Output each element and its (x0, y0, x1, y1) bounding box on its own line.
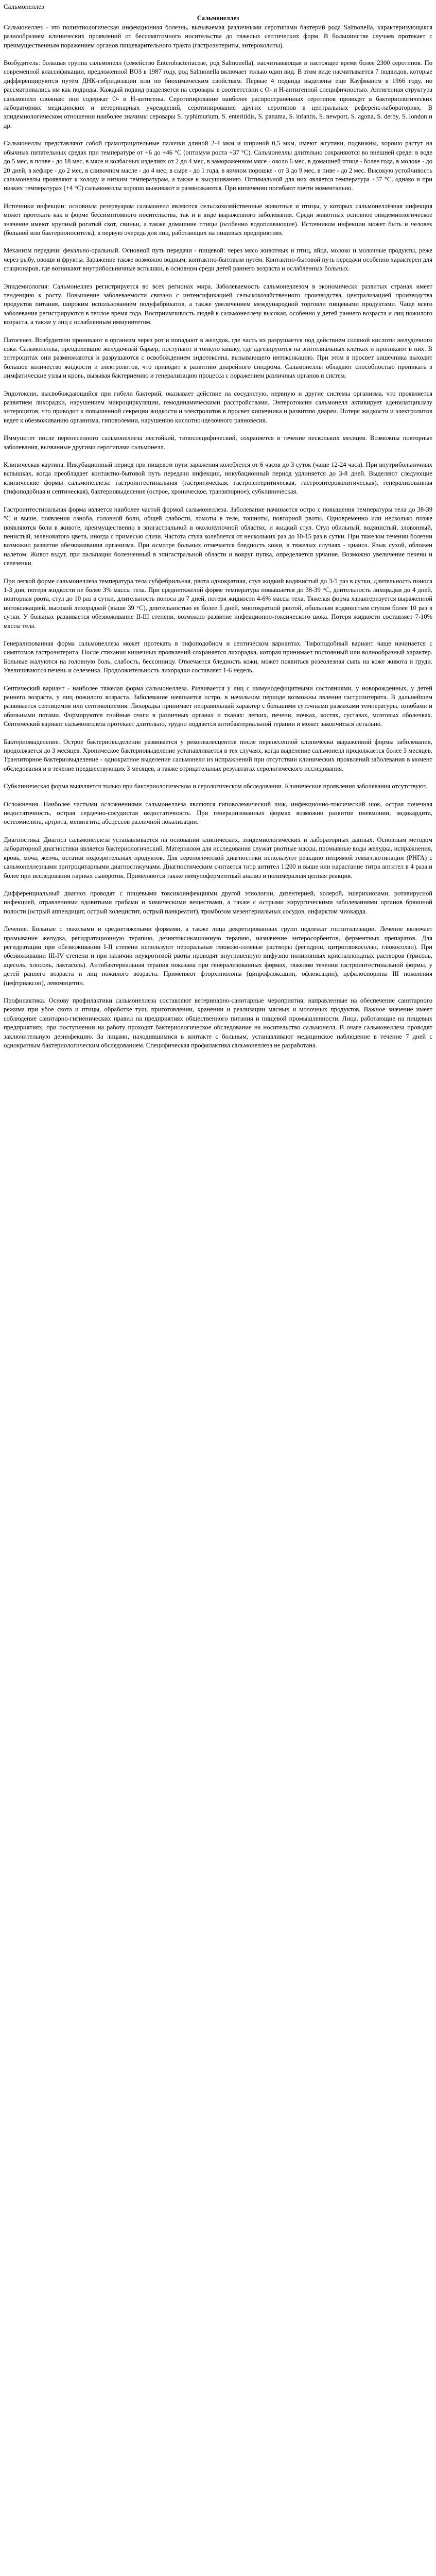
paragraph: Диагностика. Диагноз сальмонеллеза устанавливается на основании клинических, эпидемиологических и лабораторных данных. Основным методом лабораторной диагностики является бактериологический. Материалом для исследования служат рвотные массы, промывные воды желудка, испражнения, кровь, моча, желчь, остатки подозрительных продуктов. Для серологической диагностики используют реакцию непрямой гемагглютинации (РНГА) с сальмонеллезными эритроцитарными диагностикумами. Диагностическим считается титр антител 1:200 и выше или нарастание титра антител в 4 раза и более при исследовании парных сывороток. Применяются также иммуноферментный анализ и полимеразная цепная реакция. (4, 836, 432, 879)
paragraph: Сальмонеллез - это полиэтиологическая инфекционная болезнь, вызываемая различными серотипами бактерий рода Salmonella, характеризующаяся разнообразием клинических проявлений от бессимптомного носительства до тяжелых септических форм. В большинстве случаев протекает с преимущественным поражением органов пищеварительного тракта (гастроэнтериты, энтероколиты). (4, 23, 432, 49)
document-page (0, 0, 436, 1065)
article-body (4, 23, 432, 1050)
paragraph: Лечение. Больные с тяжелыми и среднетяжелыми формами, а также лица декретированных групп подлежат госпитализации. Лечение включает промывание желудка, регидратационную терапию, дезинтоксикационную терапию, назначение энтеросорбентов, ферментных препаратов. Для регидратации при обезвоживании I-II степени используют пероральные глюкозо-солевые растворы (регидрон, цитроглюкосолан, глюкосолан). При обезвоживании III-IV степени и при наличии неукротимой рвоты проводят внутривенную инфузию полиионных кристаллоидных растворов (трисоль, ацесоль, хлосоль, лактасоль). Антибактериальная терапия показана при генерализованных формах, тяжелом течении гастроинтестинальной формы, у детей раннего возраста и лиц пожилого возраста. Применяют фторхинолоны (ципрофлоксацин, офлоксацин), цефалоспорины III поколения (цефтриаксон), левомицетин. (4, 925, 432, 987)
article-heading: Сальмонеллез (197, 14, 239, 22)
paragraph: При легкой форме сальмонеллеза температура тела субфебрильная, рвота однократная, стул жидкий водянистый до 3-5 раз в сутки, длительность поноса 1-3 дня, потеря жидкости не более 3% массы тела. При среднетяжелой форме температура повышается до 38-39 °С, длительность лихорадки до 4 дней, повторная рвота, стул до 10 раз в сутки, длительность поноса до 7 дней, потеря жидкости 4-6% массы тела. Тяжелая форма характеризуется выраженной интоксикацией, высокой лихорадкой (выше 39 °С), длительностью ее более 5 дней, многократной рвотой, обильным водянистым стулом более 10 раз в сутки. У больных развивается обезвоживание II-III степени, возможно развитие инфекционно-токсического шока. Потеря жидкости составляет 7-10% массы тела. (4, 577, 432, 630)
paragraph: Дифференциальный диагноз проводят с пищевыми токсикоинфекциями другой этиологии, дизентерией, холерой, эшерихиозами, ротавирусной инфекцией, отравлениями ядовитыми грибами и химическими веществами, а также с острыми хирургическими заболеваниями органов брюшной полости (острый аппендицит, острый холецистит, острый панкреатит), тромбозом мезентериальных сосудов, инфарктом миокарда. (4, 889, 432, 915)
paragraph: Генерализованная форма сальмонеллеза может протекать в тифоподобном и септическом вариантах. Тифоподобный вариант чаще начинается с симптомов гастроэнтерита. После стихания кишечных проявлений сохраняется лихорадка, которая принимает постоянный или волнообразный характер. Больные жалуются на головную боль, слабость, бессонницу. Отмечается бледность кожи, может появиться розеолезная сыпь на коже живота и груди. Увеличиваются печень и селезенка. Продолжительность лихорадки составляет 1-6 недель. (4, 639, 432, 674)
paragraph: Гастроинтестинальная форма является наиболее частой формой сальмонеллеза. Заболевание начинается остро с повышения температуры тела до 38-39 °С и выше, появления озноба, головной боли, общей слабости, ломоты в теле, тошноты, повторной рвоты. Одновременно или несколько позже появляются боли в животе, преимущественно в эпигастральной и околопупочной областях, и жидкий стул. Стул обильный, водянистый, зловонный, пенистый, зеленоватого цвета, иногда с примесью слизи. Частота стула колеблется от нескольких раз до 10-15 раз в сутки. При тяжелом течении болезни возможно развитие обезвоживания организма. При осмотре больных отмечается бледность кожи, в тяжелых случаях - цианоз. Язык сухой, обложен налетом. Живот вздут, при пальпации болезненный в эпигастральной области и вокруг пупка, определяется урчание. Возможно увеличение печени и селезенки. (4, 505, 432, 567)
page-title: Сальмонеллез (4, 3, 44, 10)
paragraph: Сальмонеллы представляют собой грамотрицательные палочки длиной 2-4 мкм и шириной 0,5 мкм, имеют жгутики, подвижны, хорошо растут на обычных питательных средах при температуре от +6 до +46 °С (оптимум роста +37 °С). Сальмонеллы длительно сохраняются во внешней среде: в воде до 5 мес, в почве - до 18 мес, в мясе и колбасных изделиях от 2 до 4 мес, в замороженном мясе - около 6 мес, в домашней птице - более года, в молоке - до 20 дней, в кефире - до 2 мес, в сливочном масле - до 4 мес, в сыре - до 1 года, в яичном порошке - от 3 до 9 мес, в пиве - до 2 мес. Высокую устойчивость сальмонеллы проявляют к холоду и низким температурам, а также к высушиванию. Оптимальной для них является температура +37 °С, однако и при низких температурах (+4 °С) сальмонеллы хорошо выживают и размножаются. При кипячении погибают почти моментально. (4, 140, 432, 192)
paragraph: Бактериовыделение. Острое бактериовыделение развивается у реконвалесцентов после перенесенной клинически выраженной формы заболевания, продолжается до 3 месяцев. Хроническое бактериовыделение устанавливается в тех случаях, когда выделение сальмонелл продолжается более 3 месяцев. Транзиторное бактериовыделение - однократное выделение сальмонелл из испражнений при отсутствии клинических проявлений заболевания в момент обследования и в течение предшествующих 3 месяцев, а также отрицательных результатах серологического исследования. (4, 738, 432, 772)
paragraph: Источники инфекции: основным резервуаром сальмонелл являются сельскохозяйственные животные и птицы, у которых сальмонеллёзная инфекция может протекать как в форме бессимптомного носительства, так и в виде выраженного заболевания. Среди животных основное эпидемиологическое значение имеют крупный рогатый скот, свиньи, а также домашние птицы (особенно водоплавающие). Источником инфекции может быть и человек (больной или бактерионоситель), в первую очередь для лиц, работающих на пищевых предприятиях. (4, 202, 432, 236)
paragraph: Патогенез. Возбудители проникают в организм через рот и попадают в желудок, где часть их разрушается под действием соляной кислоты желудочного сока. Сальмонеллы, преодолевшие желудочный барьер, поступают в тонкую кишку, где адгезируются на эпителиальных клетках и проникают в них. В энтероцитах они размножаются и разрушаются с освобождением эндотоксина, вызывающего интоксикацию. При этом в просвет кишечника выходит большое количество жидкости и электролитов, что приводит к развитию диарейного синдрома. Сальмонеллы обладают способностью проникать в лимфатические узлы и кровь, вызывая бактериемию и генерализацию процесса с поражением различных органов и систем. (4, 336, 432, 380)
paragraph: Субклиническая форма выявляется только при бактериологическом и серологическом обследовании. Клинические проявления заболевания отсутствуют. (4, 783, 428, 790)
paragraph: Механизм передачи: фекально-оральный. Основной путь передачи - пищевой: через мясо животных и птиц, яйца, молоко и молочные продукты, реже через рыбу, овощи и фрукты. Заражение также возможно водным, контактно-бытовым путём. Контактно-бытовой путь передачи особенно характерен для стационаров, где возникают внутрибольничные вспышки, в основном среди детей раннего возраста и ослабленных больных. (4, 247, 432, 273)
paragraph: Возбудитель: большая группа сальмонелл (семейство Enterobacteriaceae, род Salmonella), насчитывающая в настоящее время более 2300 серотипов. По современной классификации, предложенной ВОЗ в 1987 году, род Salmonella включает только один вид. В этом виде насчитывается 7 подвидов, которые дифференцируются путём ДНК-гибридизации или по биохимическим свойствам. Первые 4 подвида выделены еще Кауфманом в 1966 году, но рассматривались им как подроды. Каждый подвид разделяется на серовары в соответствии с O- и H-антигенной специфичностью. Антигенная структура сальмонелл сложная: они содержат O- и H-антигены. Серотипирование наиболее распространенных серотипов проводят в бактериологических лабораториях медицинских и ветеринарных учреждений, серотипирование других серотипов в центральных референс-лабораториях. В эпидемиологическом отношении наиболее значимы серовары S. typhimurium, S. enteritidis, S. panama, S. infantis, S. newport, S. agona, S. derby, S. london и др. (4, 59, 432, 129)
paragraph: Клиническая картина. Инкубационный период при пищевом пути заражения колеблется от 6 часов до 3 суток (чаще 12-24 часа). При внутрибольничных вспышках, когда преобладает контактно-бытовой путь передачи инфекции, инкубационный период удлиняется до 3-8 дней. Выделяют следующие клинические формы сальмонеллеза: гастроинтестинальная (гастритическая, гастроэнтеритическая, гастроэнтероколитическая), генерализованная (тифоподобная и септическая), бактериовыделение (острое, хроническое, транзиторное), субклиническая. (4, 461, 432, 496)
paragraph: Профилактика. Основу профилактики сальмонеллеза составляют ветеринарно-санитарные мероприятия, направленные на обеспечение санитарного режима при убое скота и птицы, обработке туш, приготовлении, хранении и реализации мясных и молочных продуктов. Важное значение имеет соблюдение санитарно-гигиенических правил на предприятиях общественного питания и пищевой промышленности. Лица, работающие на пищевых предприятиях, при поступлении на работу проходят бактериологическое обследование на носительство сальмонелл. В очаге сальмонеллеза проводят заключительную дезинфекцию. За лицами, находившимися в контакте с больным, устанавливают медицинское наблюдение в течение 7 дней с однократным бактериологическим обследованием. Специфическая профилактика сальмонеллеза не разработана. (4, 996, 432, 1049)
paragraph: Осложнения. Наиболее частыми осложнениями сальмонеллеза являются гиповолемический шок, инфекционно-токсический шок, острая почечная недостаточность, острая сердечно-сосудистая недостаточность. При генерализованных формах возможно развитие пневмонии, эндокардита, остеомиелита, артрита, менингита, абсцессов различной локализации. (4, 800, 432, 826)
paragraph: Септический вариант - наиболее тяжелая форма сальмонеллеза. Развивается у лиц с иммунодефицитными состояниями, у новорожденных, у детей раннего возраста, у лиц пожилого возраста. Заболевание начинается остро, в начальном периоде возможны явления гастроэнтерита. В дальнейшем развивается септицемия или септикопиемия. Лихорадка принимает неправильный характер с большими суточными размахами температуры, ознобами и обильными потами. Формируются гнойные очаги в различных органах и тканях: легких, печени, почках, костях, суставах, мозговых оболочках. Септический вариант сальмонеллеза протекает длительно, трудно поддается антибактериальной терапии и может закончиться летально. (4, 684, 432, 728)
paragraph: Эпидемиология: Сальмонеллез регистрируется во всех регионах мира. Заболеваемость сальмонеллезом в экономически развитых странах имеет тенденцию к росту. Повышение заболеваемости связано с интенсификацией сельскохозяйственного производства, централизацией производства продуктов питания, широким использованием полуфабрикатов, а также увеличением международной торговли пищевыми продуктами. Чаще всего заболевания регистрируются в теплое время года. Восприимчивость людей к сальмонеллезу высокая, особенно у детей раннего возраста и лиц пожилого возраста, а также у лиц с ослабленным иммунитетом. (4, 282, 432, 326)
paragraph: Иммунитет после перенесенного сальмонеллеза нестойкий, типоспецифический, сохраняется в течение нескольких месяцев. Возможны повторные заболевания, вызванные другими серотипами сальмонелл. (4, 434, 432, 451)
paragraph: Эндотоксин, высвобождающийся при гибели бактерий, оказывает действие на сосудистую, нервную и другие системы организма, что проявляется развитием лихорадки, нарушением микроциркуляции, гемодинамическими расстройствами. Энтеротоксин сальмонелл активирует аденилатциклазу энтероцитов, что приводит к повышенной секреции жидкости и электролитов в просвет кишечника и развитию диареи. Потеря жидкости и электролитов ведет к обезвоживанию организма, гиповолемии, нарушению кислотно-щелочного равновесия. (4, 389, 432, 424)
